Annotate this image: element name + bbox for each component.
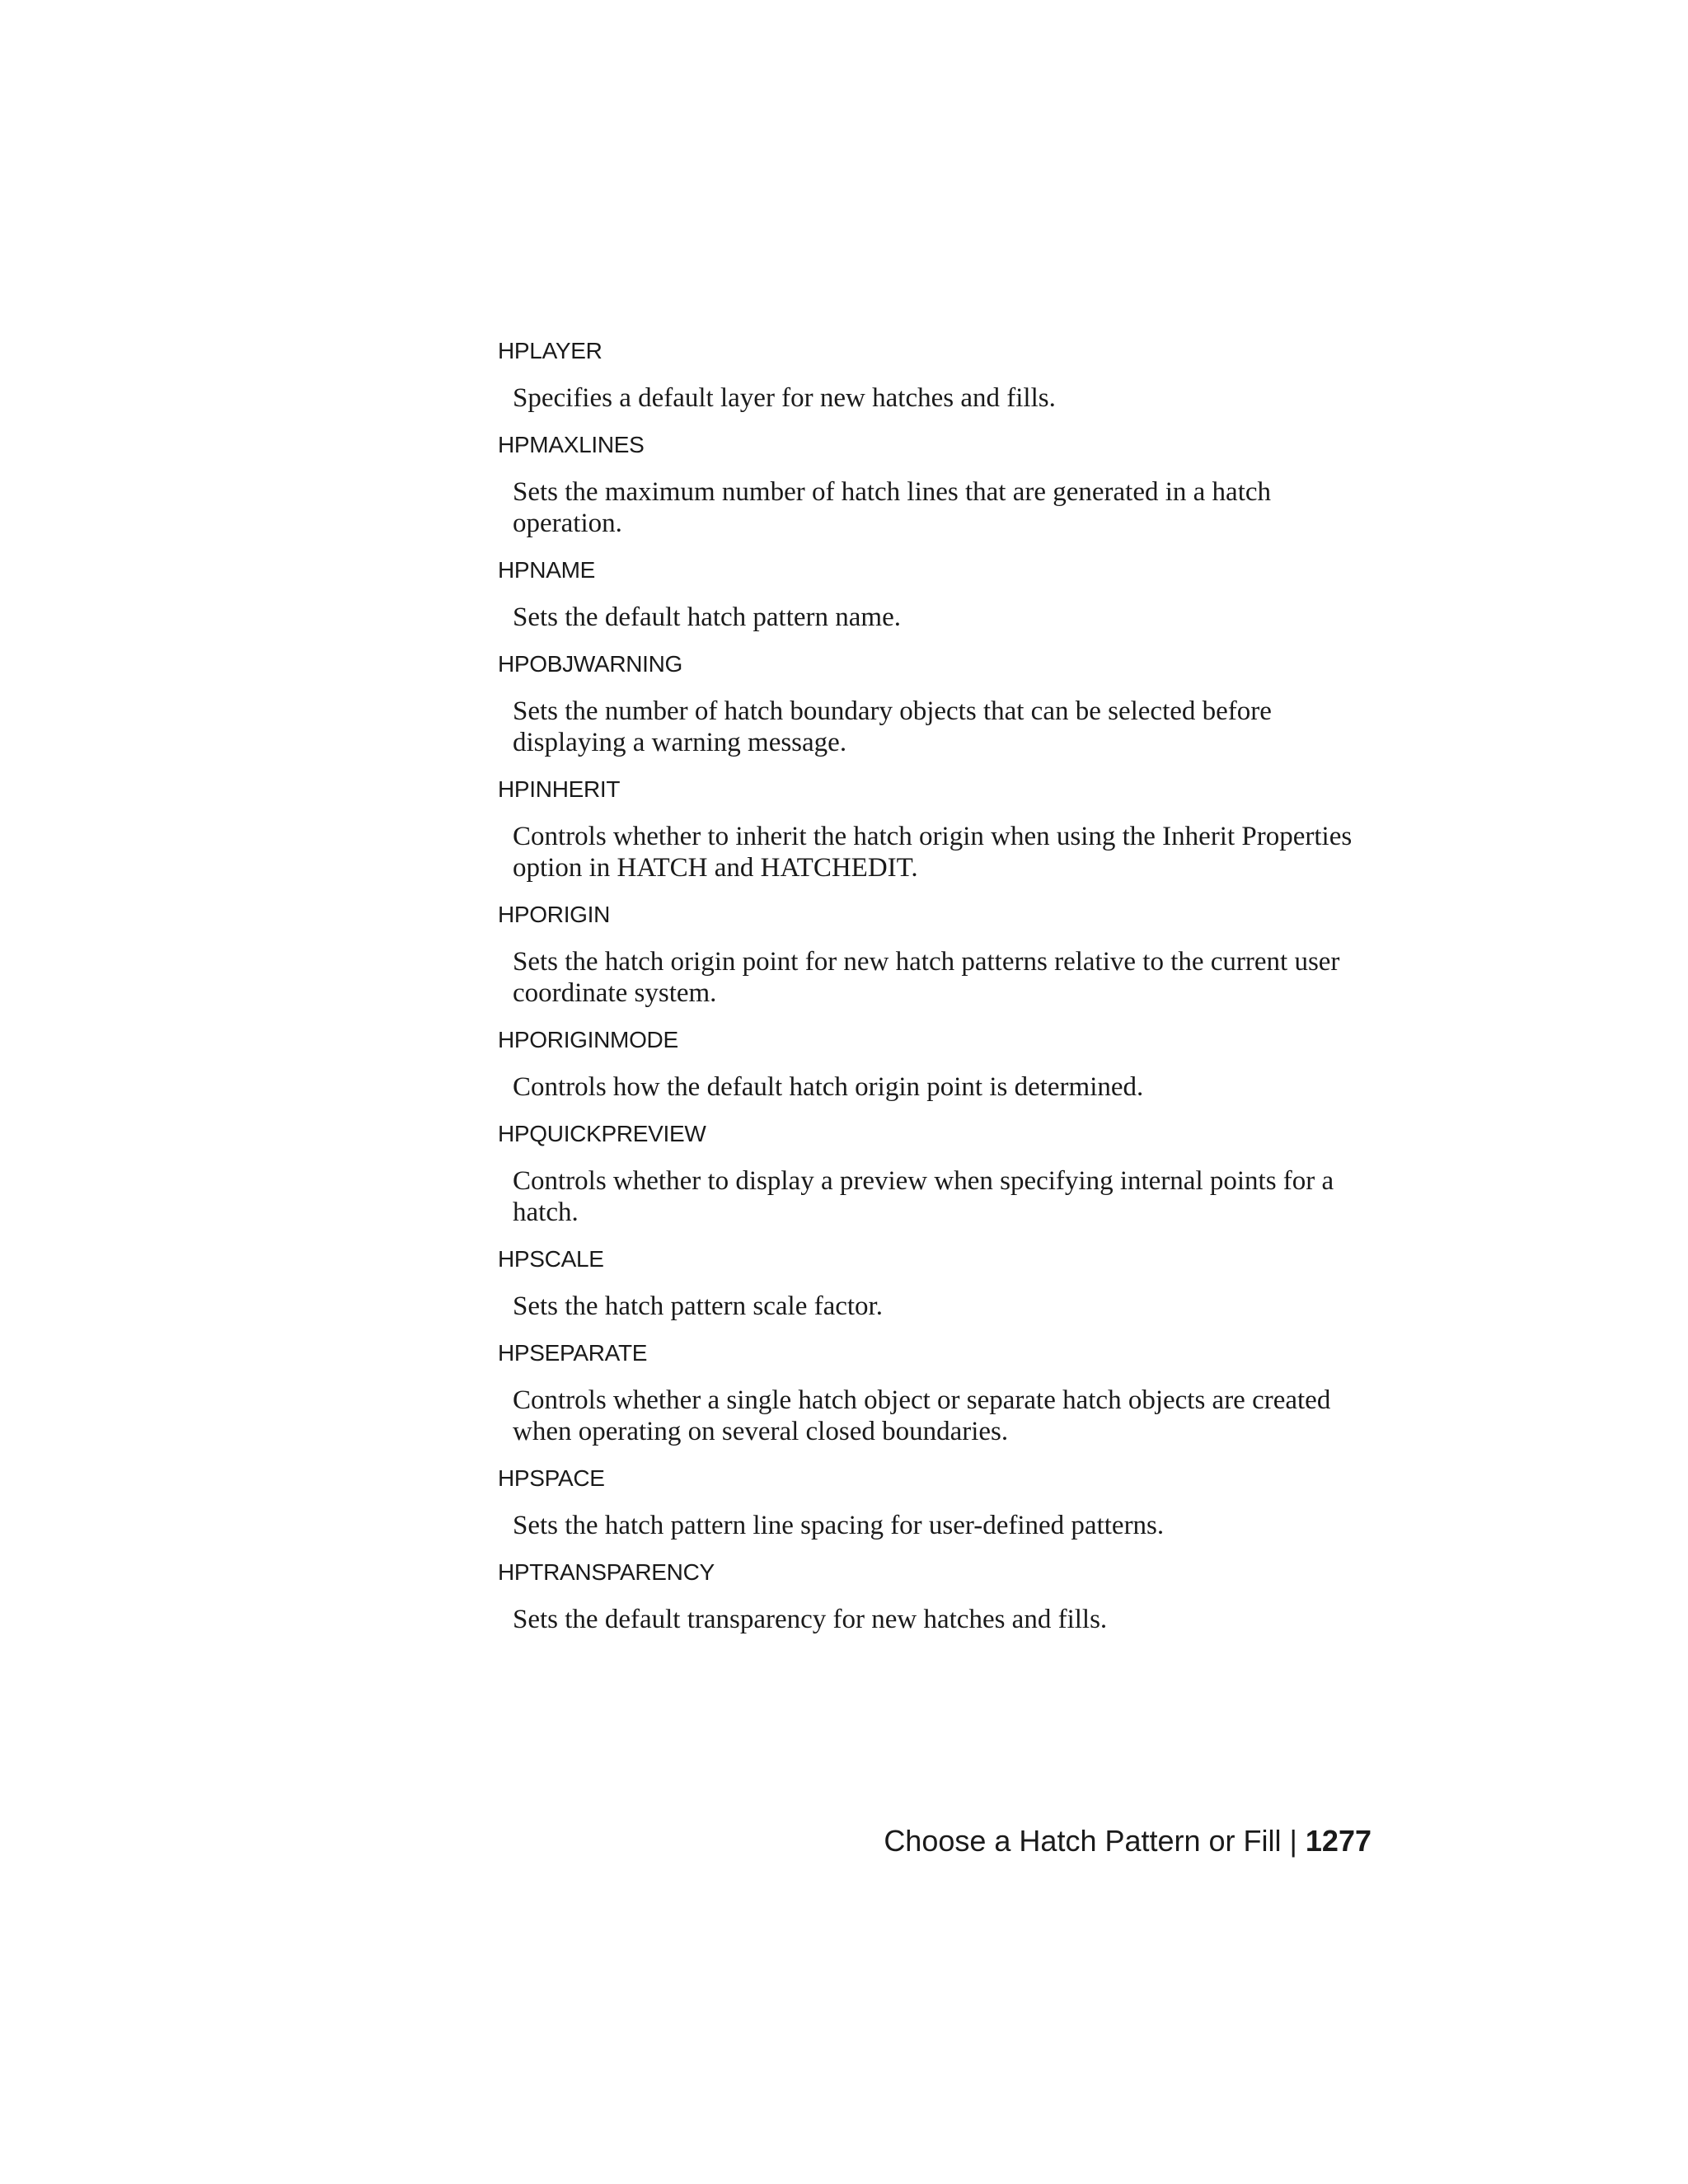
term-name: HPNAME [498,557,595,583]
term-name: HPLAYER [498,338,603,363]
term-description: Sets the maximum number of hatch lines that are generated in a hatch operation. [513,477,1272,538]
term-description: Controls whether to inherit the hatch origin when using the Inherit Properties option in HATCH and HATCHEDIT. [513,822,1353,883]
term-description: Controls whether to display a preview when specifying internal points for a hatch. [513,1166,1334,1227]
term-name: HPSPACE [498,1465,605,1491]
term-description: Sets the hatch origin point for new hatch patterns relative to the current user coordinate system. [513,947,1340,1008]
entry-hpspace [498,1464,1372,1541]
entry-hpmaxlines [498,430,1372,539]
term-name: HPINHERIT [498,776,621,802]
term-description: Controls whether a single hatch object or separate hatch objects are created when operating on several closed boundaries. [513,1385,1331,1446]
entry-hpscale [498,1244,1372,1322]
entry-hptransparency [498,1558,1372,1635]
term-name: HPORIGINMODE [498,1027,678,1052]
entry-hpinherit [498,775,1372,883]
term-name: HPQUICKPREVIEW [498,1121,706,1146]
entry-hpname [498,555,1372,633]
footer-separator: | [1289,1824,1297,1858]
term-description: Specifies a default layer for new hatches and fills. [513,383,1056,413]
term-name: HPOBJWARNING [498,651,683,677]
term-name: HPTRANSPARENCY [498,1559,715,1585]
footer-section-title: Choose a Hatch Pattern or Fill [884,1824,1282,1858]
term-name: HPSCALE [498,1246,604,1272]
term-description: Sets the hatch pattern scale factor. [513,1291,883,1321]
entry-hpquickpreview [498,1119,1372,1228]
entry-hpobjwarning [498,649,1372,758]
term-description: Sets the default transparency for new hatches and fills. [513,1605,1108,1634]
term-description: Sets the default hatch pattern name. [513,602,901,632]
term-name: HPSEPARATE [498,1340,648,1366]
page-number: 1277 [1305,1824,1372,1858]
term-description: Sets the hatch pattern line spacing for user-defined patterns. [513,1511,1165,1540]
entry-hplayer [498,336,1372,414]
term-name: HPORIGIN [498,902,611,927]
page-footer [884,1823,1372,1859]
term-description: Sets the number of hatch boundary objects that can be selected before displaying a warning message. [513,696,1272,757]
term-name: HPMAXLINES [498,432,645,457]
term-description: Controls how the default hatch origin point is determined. [513,1072,1144,1102]
entry-hpseparate [498,1338,1372,1447]
entry-hporiginmode [498,1025,1372,1103]
system-variable-list [498,336,1372,1652]
entry-hporigin [498,900,1372,1009]
